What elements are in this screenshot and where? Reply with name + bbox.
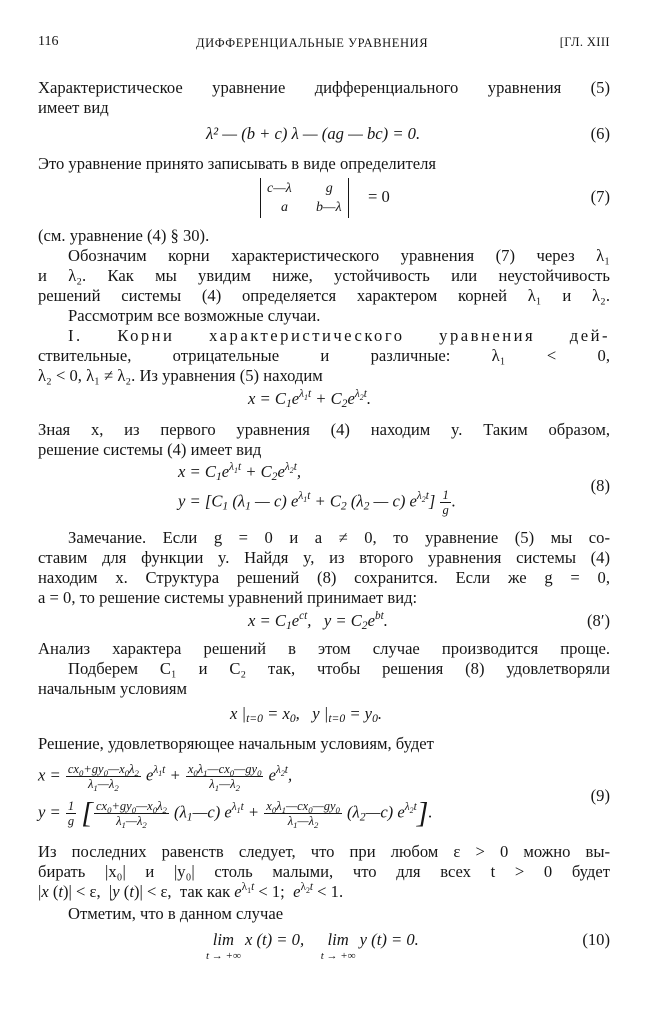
det-cell: b—λ — [316, 200, 342, 215]
equation-number-8-prime: (8′) — [587, 611, 610, 630]
determinant — [260, 178, 349, 218]
text-line: Характеристическое уравнение дифференциального уравнения (5) — [38, 78, 610, 97]
text-line: Из последних равенств следует, что при любом ε > 0 можно вы- — [38, 842, 610, 861]
text-line: Отметим, что в данном случае — [68, 904, 284, 923]
equation-9-x: x = $\frac{cx_0+gy_0—x_0\lambda_2}{\lambda_1—\lambda_2}$ $e^{\lambda_1t}$ + $\frac{x_0\lambda_1—cx_0—gy_0}{\lambda_1—\lambda_2}$ $e^{\lambda_2t}$, — [38, 762, 293, 793]
text-line: |x (t)| < ε, |y (t)| < ε, так как $e^{\lambda_1t} < 1$; $e^{\lambda_2t} < 1$. — [38, 881, 344, 901]
text-line: решений системы (4) определяется характером корней λ₁ и λ₂. — [38, 286, 610, 305]
equation-6: λ² — (b + c) λ — (ag — bc) = 0. — [206, 124, 421, 143]
det-cell: c—λ — [267, 181, 292, 196]
limit-subscript: t → +∞ — [320, 950, 356, 962]
text-line: (см. уравнение (4) § 30). — [38, 226, 210, 245]
text-line: Обозначим корни характеристического уравнения (7) через λ₁ — [68, 246, 610, 265]
text-line: a = 0, то решение системы уравнений принимает вид: — [38, 588, 418, 607]
initial-conditions: x $|_{t=0} = x_0$, y $|_{t=0} = y_0$. — [230, 704, 383, 725]
equation-8-y: $y = [C_1$ ($\lambda_1$ — c) $e^{\lambda_1t} + C_2$ ($\lambda_2$ — c) $e^{\lambda_2t}$] $\frac{1}{g}$ . — [178, 488, 456, 517]
equation-number-7: (7) — [590, 187, 610, 206]
running-title: ДИФФЕРЕНЦИАЛЬНЫЕ УРАВНЕНИЯ — [196, 36, 429, 50]
text-line: Зная x, из первого уравнения (4) находим y. Таким образом, — [38, 420, 610, 439]
equation-x-general: $x = C_1e^{\lambda_1t} + C_2e^{\lambda_2t}$. — [248, 388, 371, 410]
text-line: λ₂ < 0, λ₁ ≠ λ₂. Из уравнения (5) находим — [38, 366, 323, 385]
chapter-label: [ГЛ. XIII — [559, 35, 610, 49]
text-line: ставим для функции y. Найдя y, из второго уравнения системы (4) — [38, 548, 610, 567]
limit-subscript: t → +∞ — [206, 950, 241, 962]
equation-8-x: $x = C_1e^{\lambda_1t} + C_2e^{\lambda_2t}$, — [178, 461, 301, 483]
text-line: и λ₂. Как мы увидим ниже, устойчивость или неустойчивость — [38, 266, 610, 285]
text-line: Решение, удовлетворяющее начальным условиям, будет — [38, 734, 434, 753]
running-header — [38, 34, 610, 54]
text-line: Подберем C₁ и C₂ так, чтобы решения (8) удовлетворяли — [68, 659, 610, 678]
det-cell: a — [281, 200, 288, 215]
text-line: ствительные, отрицательные и различные: λ₁ < 0, — [38, 346, 610, 365]
text-line: Рассмотрим все возможные случаи. — [68, 306, 321, 325]
determinant-rhs: = 0 — [368, 187, 390, 206]
text-line: Замечание. Если g = 0 и a ≠ 0, то уравнение (5) мы со- — [68, 528, 610, 547]
equation-number-9: (9) — [590, 786, 610, 805]
det-cell: g — [325, 181, 333, 196]
text-line: бирать |x₀| и |y₀| столь малыми, что для всех t > 0 будет — [38, 862, 610, 881]
text-line: начальным условиям — [38, 679, 188, 698]
text-line: имеет вид — [38, 98, 109, 117]
equation-number-6: (6) — [590, 124, 610, 143]
equation-number-8: (8) — [590, 476, 610, 495]
equation-10: lim t → +∞ x (t) = 0, lim t → +∞ y (t) = 0. — [206, 930, 419, 962]
equation-9-y: y = $\frac{1}{g}$ [ $\frac{cx_0+gy_0—x_0\lambda_2}{\lambda_1—\lambda_2}$ $(\lambda_1—c) e^{\lambda_1t}$ + $\frac{x_0\lambda_1—cx_0—gy_0}{\lambda_1—\lambda_2}$ $(\lambda_2—c)$ $e^{\lambda_2t}$]. — [38, 796, 433, 830]
text-line: находим x. Структура решений (8) сохранится. Если же g = 0, — [38, 568, 610, 587]
text-line: решение системы (4) имеет вид — [38, 440, 262, 459]
text-line: I. Корни характеристического уравнения дей- — [68, 326, 610, 345]
text-line: Анализ характера решений в этом случае производится проще. — [38, 639, 610, 658]
equation-8-prime: $x = C_1e^{ct}$, $y = C_2e^{bt}$. — [248, 610, 388, 632]
page-number: 116 — [38, 34, 59, 49]
text-line: Это уравнение принято записывать в виде определителя — [38, 154, 437, 173]
equation-number-10: (10) — [582, 930, 610, 949]
